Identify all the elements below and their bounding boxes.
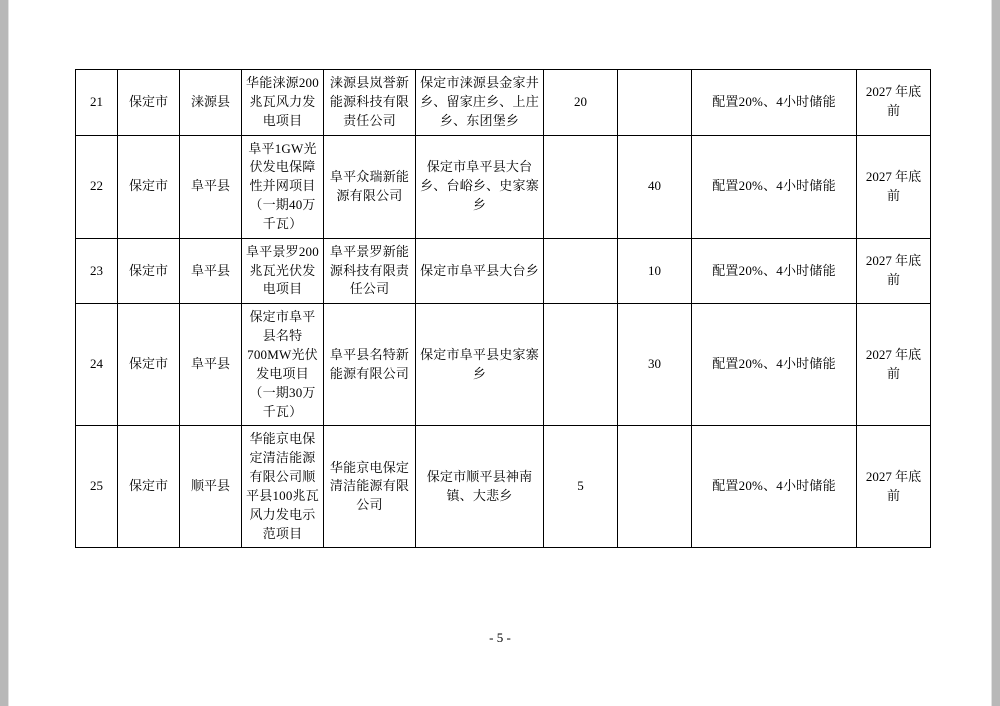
row-number: 23 xyxy=(76,238,118,304)
row-county: 涞源县 xyxy=(180,70,242,136)
row-county: 顺平县 xyxy=(180,426,242,548)
row-completion-time: 2027 年底前 xyxy=(857,304,931,426)
row-storage-requirement: 配置20%、4小时储能 xyxy=(692,426,857,548)
row-solar-capacity xyxy=(618,70,692,136)
row-company: 阜平景罗新能源科技有限责任公司 xyxy=(324,238,416,304)
row-solar-capacity xyxy=(618,426,692,548)
row-storage-requirement: 配置20%、4小时储能 xyxy=(692,304,857,426)
row-site: 保定市阜平县史家寨乡 xyxy=(416,304,544,426)
row-completion-time: 2027 年底前 xyxy=(857,135,931,238)
document-page xyxy=(9,0,991,706)
row-wind-capacity: 5 xyxy=(544,426,618,548)
table-row xyxy=(76,426,931,548)
row-wind-capacity: 20 xyxy=(544,70,618,136)
table-row xyxy=(76,70,931,136)
row-project-name: 阜平1GW光伏发电保障性并网项目（一期40万千瓦） xyxy=(242,135,324,238)
row-wind-capacity xyxy=(544,304,618,426)
row-company: 阜平众瑞新能源有限公司 xyxy=(324,135,416,238)
row-storage-requirement: 配置20%、4小时储能 xyxy=(692,135,857,238)
row-number: 22 xyxy=(76,135,118,238)
row-city: 保定市 xyxy=(118,304,180,426)
row-site: 保定市顺平县神南镇、大悲乡 xyxy=(416,426,544,548)
row-city: 保定市 xyxy=(118,426,180,548)
table-row xyxy=(76,135,931,238)
row-company: 华能京电保定清洁能源有限公司 xyxy=(324,426,416,548)
row-wind-capacity xyxy=(544,135,618,238)
row-storage-requirement: 配置20%、4小时储能 xyxy=(692,238,857,304)
row-number: 25 xyxy=(76,426,118,548)
row-project-name: 华能京电保定清洁能源有限公司顺平县100兆瓦风力发电示范项目 xyxy=(242,426,324,548)
page-number: - 5 - xyxy=(489,630,511,645)
row-project-name: 华能涞源200兆瓦风力发电项目 xyxy=(242,70,324,136)
row-city: 保定市 xyxy=(118,135,180,238)
row-completion-time: 2027 年底前 xyxy=(857,70,931,136)
row-site: 保定市涞源县金家井乡、留家庄乡、上庄乡、东团堡乡 xyxy=(416,70,544,136)
row-city: 保定市 xyxy=(118,238,180,304)
row-site: 保定市阜平县大台乡 xyxy=(416,238,544,304)
row-completion-time: 2027 年底前 xyxy=(857,426,931,548)
row-number: 21 xyxy=(76,70,118,136)
row-completion-time: 2027 年底前 xyxy=(857,238,931,304)
row-site: 保定市阜平县大台乡、台峪乡、史家寨乡 xyxy=(416,135,544,238)
row-solar-capacity: 40 xyxy=(618,135,692,238)
row-storage-requirement: 配置20%、4小时储能 xyxy=(692,70,857,136)
row-city: 保定市 xyxy=(118,70,180,136)
table-row xyxy=(76,304,931,426)
row-solar-capacity: 10 xyxy=(618,238,692,304)
row-solar-capacity: 30 xyxy=(618,304,692,426)
project-list-table xyxy=(75,69,931,548)
row-county: 阜平县 xyxy=(180,304,242,426)
row-company: 阜平县名特新能源有限公司 xyxy=(324,304,416,426)
row-project-name: 阜平景罗200兆瓦光伏发电项目 xyxy=(242,238,324,304)
row-project-name: 保定市阜平县名特700MW光伏发电项目（一期30万千瓦） xyxy=(242,304,324,426)
row-number: 24 xyxy=(76,304,118,426)
row-wind-capacity xyxy=(544,238,618,304)
row-county: 阜平县 xyxy=(180,238,242,304)
row-company: 涞源县岚誉新能源科技有限责任公司 xyxy=(324,70,416,136)
row-county: 阜平县 xyxy=(180,135,242,238)
table-row xyxy=(76,238,931,304)
